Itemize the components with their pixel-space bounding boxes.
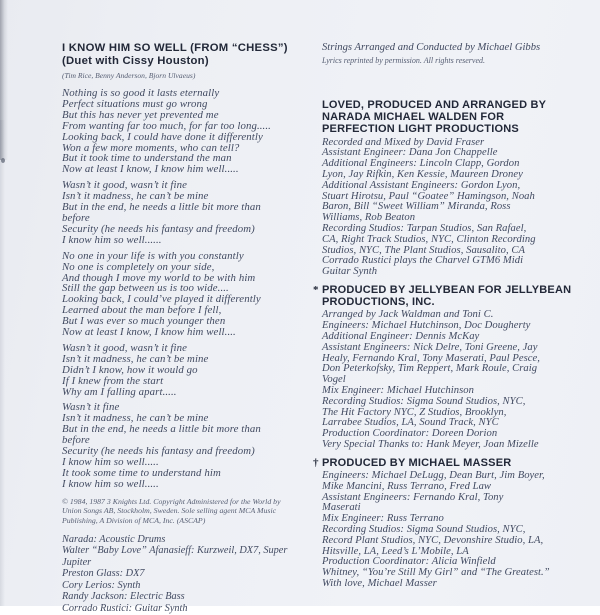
- dagger-marker: †: [313, 456, 319, 469]
- text-line: Stuart Hirotsu, Paul “Goatee” Hamingson, Noah: [322, 190, 535, 202]
- section-body-masser: [322, 471, 574, 590]
- text-line: Perfect situations must go wrong: [62, 97, 208, 110]
- text-line: I know him so well.....: [62, 456, 159, 468]
- text-line: Recording Studios: Sigma Sound Studios, NYC,: [322, 395, 526, 407]
- text-line: Vogel: [322, 374, 346, 386]
- text-line: With love, Michael Masser: [322, 577, 437, 589]
- text-line: Mix Engineer: Russ Terrano: [322, 513, 444, 525]
- lyrics-stanza-5: [62, 402, 316, 489]
- text-line: Record Plant Studios, NYC, Devonshire Studio, LA,: [322, 534, 544, 546]
- text-line: Very Special Thanks to: Hank Meyer, Joan Mizelle: [322, 438, 539, 450]
- text-line: But I was ever so much younger then: [62, 315, 226, 328]
- credit-section-walden: [322, 99, 574, 278]
- section-body-jellybean: [322, 310, 574, 450]
- song-title-line1: I KNOW HIM SO WELL (FROM “CHESS”): [62, 42, 288, 54]
- text-line: PRODUCTIONS, INC.: [322, 296, 435, 309]
- text-line: Now at least I know, I know him well.....: [62, 163, 239, 176]
- text-line: PRODUCED BY MICHAEL MASSER: [322, 456, 512, 469]
- text-line: Hitsville, LA, Leed’s L’Mobile, LA: [322, 545, 469, 557]
- text-line: Additional Assistant Engineers: Gordon Lyon,: [322, 179, 521, 191]
- text-line: From wanting far too much, for far too long.....: [62, 119, 271, 132]
- text-line: Studios, NYC, The Plant Studios, Sausalito, CA: [322, 244, 526, 256]
- text-line: Additional Engineer: Dennis McKay: [322, 330, 480, 342]
- text-line: The Hit Factory NYC, Z Studios, Brooklyn,: [322, 406, 507, 418]
- text-line: Baron, Bill “Sweet William” Miranda, Ross: [322, 201, 511, 213]
- text-line: Still the gap between us is too wide....: [62, 282, 229, 295]
- text-line: before: [62, 211, 90, 224]
- text-line: LOVED, PRODUCED AND ARRANGED BY: [322, 99, 547, 111]
- section-heading-walden: [322, 99, 574, 136]
- credit-section-jellybean: [313, 283, 574, 451]
- text-line: Maserati: [322, 502, 361, 514]
- text-line: Cory Lerios: Synth: [62, 579, 141, 591]
- text-line: Additional Engineers: Lincoln Clapp, Gordon: [322, 158, 520, 170]
- text-line: NARADA MICHAEL WALDEN FOR: [322, 111, 505, 124]
- text-line: And though I move my world to be with him: [62, 271, 256, 284]
- text-line: Now at least I know, I know him well....: [62, 326, 236, 339]
- text-line: Engineers: Michael Hutchinson, Doc Dougherty: [322, 320, 531, 332]
- text-line: Williams, Rob Beaton: [322, 212, 416, 224]
- text-line: Mix Engineer: Michael Hutchinson: [322, 384, 474, 396]
- text-line: Narada: Acoustic Drums: [62, 533, 166, 545]
- text-line: Assistant Engineer: Dana Jon Chappelle: [322, 147, 498, 159]
- text-line: But this has never yet prevented me: [62, 108, 219, 121]
- text-line: No one in your life is with you constantly: [62, 249, 244, 262]
- text-line: I know him so well......: [62, 233, 162, 246]
- right-column: [313, 42, 574, 590]
- text-line: But it took time to understand the man: [62, 152, 232, 165]
- text-line: Isn’t it madness, he can’t be mine: [62, 352, 209, 365]
- section-heading-masser: [313, 456, 574, 469]
- permission-note: Lyrics reprinted by permission. All rights reserved.: [322, 56, 486, 65]
- text-line: Won a few more moments, who can tell?: [62, 141, 240, 154]
- text-line: Recording Studios: Tarpan Studios, San Rafael,: [322, 222, 527, 234]
- text-line: PERFECTION LIGHT PRODUCTIONS: [322, 123, 519, 136]
- text-line: PRODUCED BY JELLYBEAN FOR JELLYBEAN: [322, 283, 572, 296]
- credit-section-masser: [313, 456, 574, 590]
- section-body-walden: [322, 138, 574, 278]
- text-line: Union Songs AB, Stockholm, Sweden. Sole selling agent MCA Music: [62, 506, 277, 516]
- text-line: Publishing, A Division of MCA, Inc. (ASCAP): [62, 515, 206, 525]
- song-title: [62, 42, 316, 68]
- text-line: Nothing is so good it lasts eternally: [62, 87, 220, 99]
- writers-credit: (Tim Rice, Benny Anderson, Bjorn Ulvaeus): [62, 71, 196, 80]
- text-line: Mike Mancini, Russ Terrano, Fred Law: [322, 480, 492, 492]
- text-line: It took some time to understand him: [62, 466, 221, 479]
- text-line: CA, Right Track Studios, NYC, Clinton Recording: [322, 233, 536, 245]
- text-line: Whitney, “You’re Still My Girl” and “The Greatest.”: [322, 567, 550, 579]
- text-line: Engineers: Michael DeLugg, Dean Burt, Jim Boyer,: [322, 469, 545, 481]
- text-line: Don Peterkofsky, Tim Reppert, Mark Roule, Craig: [322, 363, 538, 375]
- text-line: Wasn’t it fine: [62, 401, 120, 414]
- text-line: Assistant Engineers: Fernando Kral, Tony: [322, 491, 504, 503]
- text-line: Lyon, Jay Rifkin, Ken Kessie, Maureen Droney: [322, 169, 523, 180]
- strings-credit: Strings Arranged and Conducted by Michael Gibbs: [322, 42, 541, 53]
- text-line: Looking back, I could’ve played it differently: [62, 293, 261, 306]
- text-line: But in the end, he needs a little bit more than: [62, 423, 261, 436]
- copyright-notice: [62, 497, 316, 526]
- text-line: Security (he needs his fantasy and freedom): [62, 445, 255, 458]
- text-line: Assistant Engineers: Nick Delre, Toni Greene, Jay: [322, 341, 538, 353]
- text-line: Larrabee Studios, LA, Sound Track, NYC: [322, 417, 499, 429]
- text-line: Looking back, I could have done it differently: [62, 130, 263, 143]
- text-line: Preston Glass: DX7: [62, 568, 145, 580]
- text-line: Isn’t it madness, he can’t be mine: [62, 190, 209, 203]
- lyrics-stanza-2: [62, 180, 316, 245]
- text-line: Didn’t I know, how it would go: [62, 363, 198, 376]
- text-line: No one is completely on your side,: [62, 260, 215, 273]
- text-line: Production Coordinator: Doreen Dorion: [322, 428, 498, 440]
- text-line: before: [62, 434, 90, 447]
- section-heading-jellybean: [313, 283, 574, 309]
- text-line: Recorded and Mixed by David Fraser: [322, 136, 485, 148]
- lyrics-stanza-1: [62, 88, 316, 175]
- page-edge-shadow-soft: [0, 120, 5, 606]
- text-line: Walter “Baby Love” Afanasieff: Kurzweil, DX7, Super Jupiter: [62, 545, 288, 568]
- text-line: Arranged by Jack Waldman and Toni C.: [322, 309, 494, 321]
- text-line: Wasn’t it good, wasn’t it fine: [62, 179, 187, 192]
- scan-speck: [1, 158, 5, 163]
- lyrics-stanza-4: [62, 343, 316, 398]
- text-line: I know him so well.....: [62, 477, 159, 490]
- lyrics-stanza-3: [62, 251, 316, 338]
- text-line: Corrado Rustici plays the Charvel GTM6 Midi: [322, 255, 524, 267]
- text-line: If I knew from the start: [62, 374, 164, 387]
- text-line: Isn’t it madness, he can’t be mine: [62, 412, 209, 425]
- song-title-line2: (Duet with Cissy Houston): [62, 55, 209, 67]
- left-column: [62, 42, 316, 615]
- text-line: Production Coordinator: Alicia Winfield: [322, 556, 496, 568]
- text-line: Corrado Rustici: Guitar Synth: [62, 603, 188, 615]
- text-line: © 1984, 1987 3 Knights Ltd. Copyright Administered for the World by: [62, 496, 281, 506]
- text-line: But in the end, he needs a little bit more than: [62, 201, 261, 214]
- text-line: Wasn’t it good, wasn’t it fine: [62, 341, 187, 354]
- musician-credits: [62, 534, 316, 615]
- asterisk-marker: *: [313, 283, 319, 296]
- text-line: Security (he needs his fantasy and freedom): [62, 222, 255, 235]
- text-line: Recording Studios: Sigma Sound Studios, NYC,: [322, 523, 526, 535]
- text-line: Randy Jackson: Electric Bass: [62, 591, 185, 603]
- text-line: Healy, Fernando Kral, Tony Maserati, Paul Pesce,: [322, 352, 540, 364]
- text-line: Guitar Synth: [322, 266, 378, 278]
- text-line: Why am I falling apart.....: [62, 385, 177, 398]
- text-line: Learned about the man before I fell,: [62, 304, 222, 317]
